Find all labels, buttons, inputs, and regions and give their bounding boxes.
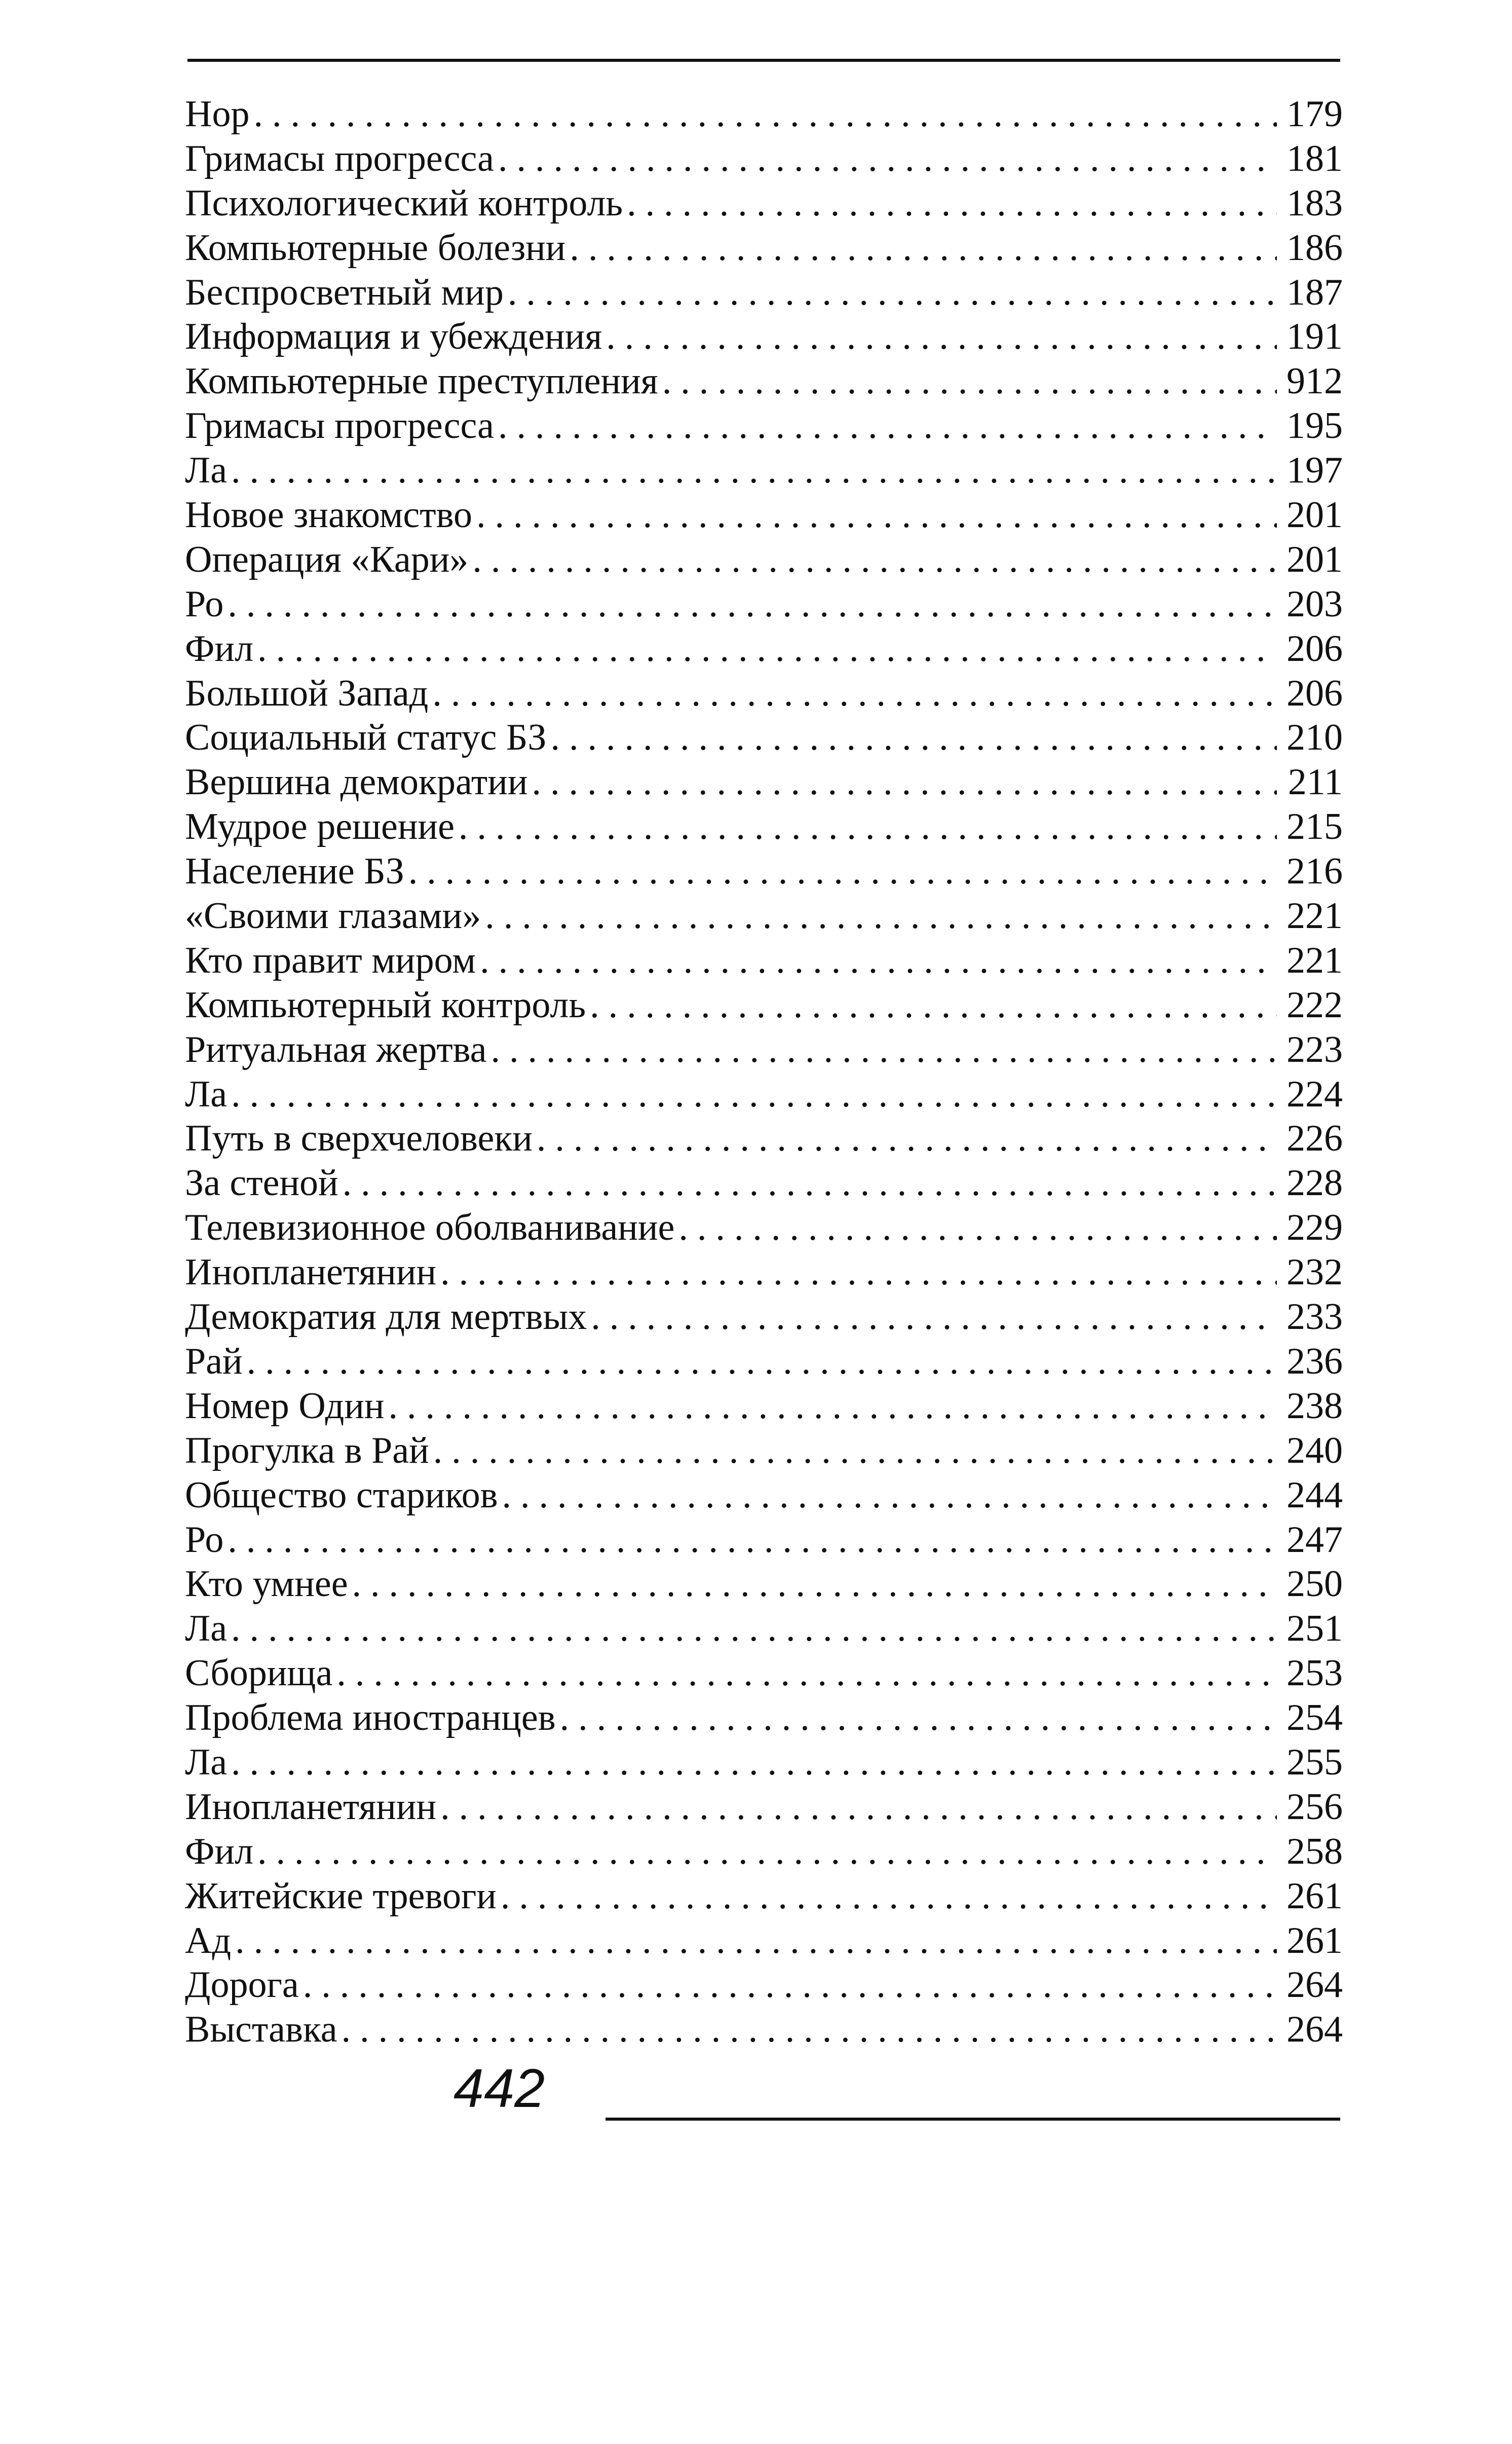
toc-entry-page: 206 — [1287, 627, 1343, 670]
toc-entry-title: Гримасы прогресса — [185, 137, 495, 179]
toc-entry-title: Население БЗ — [185, 850, 404, 893]
toc-entry-title: Телевизионное оболванивание — [185, 1207, 675, 1249]
toc-entry-title: Кто правит миром — [185, 939, 476, 981]
toc-entry-leader — [485, 894, 1277, 939]
toc-entry — [185, 939, 1343, 983]
toc-entry-page: 191 — [1287, 316, 1343, 358]
toc-entry-title: Инопланетянин — [185, 1786, 437, 1828]
toc-entry-title: За стеной — [185, 1162, 338, 1204]
toc-entry — [185, 315, 1343, 359]
toc-entry-page: 195 — [1287, 405, 1343, 447]
toc-entry-leader — [440, 1250, 1277, 1295]
toc-entry-title: Компьютерные болезни — [185, 227, 566, 269]
toc-entry-leader — [501, 1874, 1277, 1919]
toc-entry-leader — [662, 359, 1277, 404]
toc-entry-title: Операция «Кари» — [185, 538, 469, 580]
toc-entry-page: 203 — [1287, 583, 1343, 625]
toc-entry — [185, 137, 1343, 181]
toc-entry-leader — [472, 538, 1277, 582]
toc-entry — [185, 271, 1343, 315]
toc-entry — [185, 1117, 1343, 1161]
toc-entry-title: Ла — [185, 1073, 228, 1115]
toc-entry-page: 216 — [1287, 850, 1343, 893]
toc-entry-leader — [247, 1340, 1277, 1384]
toc-entry-leader — [352, 1562, 1277, 1607]
toc-entry-title: Психологический контроль — [185, 182, 623, 224]
toc-entry-leader — [257, 627, 1277, 672]
toc-entry — [185, 1785, 1343, 1830]
toc-entry-leader — [570, 226, 1277, 271]
toc-entry-page: 211 — [1288, 761, 1343, 803]
toc-entry-page: 181 — [1287, 137, 1343, 179]
toc-entry-leader — [342, 2008, 1277, 2052]
toc-entry-leader — [476, 493, 1277, 538]
toc-entry-leader — [231, 449, 1277, 493]
toc-entry — [185, 1919, 1343, 1964]
toc-entry — [185, 760, 1343, 805]
toc-entry-leader — [490, 1028, 1277, 1072]
toc-entry-title: Дорога — [185, 1964, 299, 2006]
toc-entry — [185, 1518, 1343, 1563]
toc-entry-leader — [235, 1919, 1277, 1964]
toc-entry-page: 215 — [1287, 806, 1343, 848]
toc-entry-page: 238 — [1287, 1385, 1343, 1427]
toc-entry-page: 232 — [1287, 1251, 1343, 1293]
toc-entry-title: Прогулка в Рай — [185, 1429, 429, 1471]
bottom-rule — [606, 2118, 1340, 2121]
toc-entry-page: 226 — [1287, 1118, 1343, 1160]
toc-entry — [185, 449, 1343, 493]
toc-entry — [185, 1830, 1343, 1874]
toc-entry-page: 186 — [1287, 227, 1343, 269]
toc-entry — [185, 2008, 1343, 2052]
toc-entry-leader — [498, 404, 1277, 449]
toc-entry — [185, 1161, 1343, 1206]
toc-entry-leader — [433, 1429, 1277, 1473]
toc-entry-leader — [228, 582, 1277, 627]
toc-entry — [185, 92, 1343, 137]
toc-entry-page: 206 — [1287, 672, 1343, 714]
toc-entry-leader — [678, 1206, 1277, 1250]
toc-entry — [185, 627, 1343, 672]
top-rule — [187, 59, 1340, 62]
toc-entry-page: 229 — [1287, 1207, 1343, 1249]
toc-entry-title: Ла — [185, 1608, 228, 1650]
toc-entry — [185, 1028, 1343, 1072]
toc-entry — [185, 404, 1343, 449]
toc-entry — [185, 359, 1343, 404]
toc-entry-leader — [591, 1295, 1277, 1340]
toc-entry — [185, 1250, 1343, 1295]
toc-entry-leader — [228, 1518, 1277, 1563]
toc-entry-title: Номер Один — [185, 1385, 385, 1427]
toc-entry — [185, 1963, 1343, 2008]
toc-entry — [185, 1874, 1343, 1919]
toc-entry-page: 224 — [1287, 1073, 1343, 1115]
toc-entry-page: 240 — [1287, 1429, 1343, 1471]
toc-entry-title: Ро — [185, 583, 224, 625]
toc-entry-leader — [550, 716, 1277, 760]
toc-entry-page: 236 — [1287, 1340, 1343, 1382]
toc-entry — [185, 805, 1343, 849]
toc-entry-title: Ла — [185, 1741, 228, 1783]
toc-entry — [185, 181, 1343, 226]
toc-entry-page: 251 — [1287, 1608, 1343, 1650]
toc-entry-leader — [606, 315, 1277, 359]
toc-entry-title: Ро — [185, 1519, 224, 1561]
toc-entry-leader — [303, 1963, 1277, 2008]
toc-entry-page: 228 — [1287, 1162, 1343, 1204]
toc-entry-leader — [459, 805, 1277, 849]
toc-entry-title: Фил — [185, 1830, 253, 1872]
toc-entry-leader — [502, 1473, 1277, 1518]
toc-entry-title: Социальный статус БЗ — [185, 717, 547, 759]
toc-entry-title: Беспросветный мир — [185, 271, 504, 313]
toc-entry-title: Компьютерный контроль — [185, 984, 586, 1026]
toc-entry-title: Ла — [185, 450, 228, 492]
toc-entry — [185, 1295, 1343, 1340]
toc-entry-leader — [432, 672, 1277, 716]
toc-entry — [185, 1607, 1343, 1651]
toc-entry-page: 254 — [1287, 1697, 1343, 1739]
toc-entry — [185, 1072, 1343, 1117]
toc-entry — [185, 1206, 1343, 1250]
toc-entry-page: 264 — [1287, 1964, 1343, 2006]
page-number: 442 — [453, 2057, 545, 2119]
toc-entry — [185, 1651, 1343, 1696]
toc-entry-title: Путь в сверхчеловеки — [185, 1118, 533, 1160]
toc-entry-page: 255 — [1287, 1741, 1343, 1783]
toc-entry-title: Нор — [185, 93, 250, 135]
toc-entry-title: Ад — [185, 1919, 232, 1961]
toc-entry-page: 221 — [1287, 939, 1343, 981]
toc-entry-page: 183 — [1287, 182, 1343, 224]
toc-entry-page: 201 — [1287, 494, 1343, 536]
toc-entry — [185, 1340, 1343, 1384]
toc-entry-leader — [560, 1696, 1277, 1741]
toc-entry — [185, 672, 1343, 716]
toc-entry-title: Кто умнее — [185, 1563, 348, 1605]
toc-entry-title: Общество стариков — [185, 1474, 498, 1516]
toc-entry-leader — [537, 1117, 1277, 1161]
toc-entry-title: Гримасы прогресса — [185, 405, 495, 447]
toc-entry-leader — [257, 1830, 1277, 1874]
toc-entry — [185, 849, 1343, 894]
toc-entry-title: Инопланетянин — [185, 1251, 437, 1293]
toc-entry-page: 201 — [1287, 538, 1343, 580]
toc-entry-title: Компьютерные преступления — [185, 360, 658, 402]
toc-entry-page: 221 — [1287, 895, 1343, 937]
toc-entry-leader — [231, 1741, 1277, 1785]
toc-entry — [185, 1562, 1343, 1607]
toc-entry-leader — [627, 181, 1277, 226]
toc-entry-title: Мудрое решение — [185, 806, 455, 848]
toc-entry-leader — [440, 1785, 1277, 1830]
toc-entry — [185, 983, 1343, 1028]
toc-entry-page: 179 — [1287, 93, 1343, 135]
toc-entry-page: 250 — [1287, 1563, 1343, 1605]
toc-entry — [185, 716, 1343, 760]
toc-entry-leader — [231, 1607, 1277, 1651]
toc-entry-leader — [408, 849, 1277, 894]
toc-entry-leader — [231, 1072, 1277, 1117]
toc-entry-title: Проблема иностранцев — [185, 1697, 556, 1739]
toc-entry-leader — [480, 939, 1277, 983]
toc-entry — [185, 1473, 1343, 1518]
toc-entry-page: 244 — [1287, 1474, 1343, 1516]
toc-entry-leader — [498, 137, 1277, 181]
toc-entry-leader — [253, 92, 1277, 137]
toc-entry — [185, 1696, 1343, 1741]
table-of-contents — [185, 92, 1343, 2052]
toc-entry — [185, 1384, 1343, 1429]
toc-entry-page: 210 — [1287, 717, 1343, 759]
toc-entry-title: Выставка — [185, 2009, 337, 2051]
toc-entry-page: 912 — [1287, 360, 1343, 402]
toc-entry — [185, 1429, 1343, 1473]
toc-entry-title: Информация и убеждения — [185, 316, 602, 358]
toc-entry-title: Большой Запад — [185, 672, 429, 714]
toc-entry-leader — [343, 1161, 1277, 1206]
toc-entry-page: 253 — [1287, 1652, 1343, 1694]
toc-entry-page: 233 — [1287, 1296, 1343, 1338]
toc-entry-page: 197 — [1287, 450, 1343, 492]
toc-entry-page: 222 — [1287, 984, 1343, 1026]
toc-entry-title: Ритуальная жертва — [185, 1028, 487, 1070]
toc-entry-title: Сборища — [185, 1652, 333, 1694]
toc-entry-title: Вершина демократии — [185, 761, 528, 803]
toc-entry-page: 247 — [1287, 1519, 1343, 1561]
toc-entry — [185, 894, 1343, 939]
toc-entry-page: 261 — [1287, 1875, 1343, 1917]
toc-entry-leader — [336, 1651, 1277, 1696]
toc-entry-leader — [508, 271, 1277, 315]
toc-entry-page: 256 — [1287, 1786, 1343, 1828]
toc-entry-page: 258 — [1287, 1830, 1343, 1872]
toc-entry-title: Фил — [185, 627, 253, 670]
toc-entry-page: 264 — [1287, 2009, 1343, 2051]
toc-entry — [185, 226, 1343, 271]
toc-entry-leader — [590, 983, 1277, 1028]
toc-entry-page: 223 — [1287, 1028, 1343, 1070]
toc-entry — [185, 582, 1343, 627]
toc-entry-title: Новое знакомство — [185, 494, 473, 536]
toc-entry-title: Рай — [185, 1340, 243, 1382]
toc-entry — [185, 1741, 1343, 1785]
toc-entry — [185, 493, 1343, 538]
toc-entry-title: «Своими глазами» — [185, 895, 481, 937]
toc-entry-leader — [532, 760, 1277, 805]
toc-entry-page: 261 — [1287, 1919, 1343, 1961]
toc-entry-title: Житейские тревоги — [185, 1875, 497, 1917]
toc-entry-title: Демократия для мертвых — [185, 1296, 587, 1338]
toc-entry-page: 187 — [1287, 271, 1343, 313]
toc-entry — [185, 538, 1343, 582]
toc-entry-leader — [389, 1384, 1277, 1429]
